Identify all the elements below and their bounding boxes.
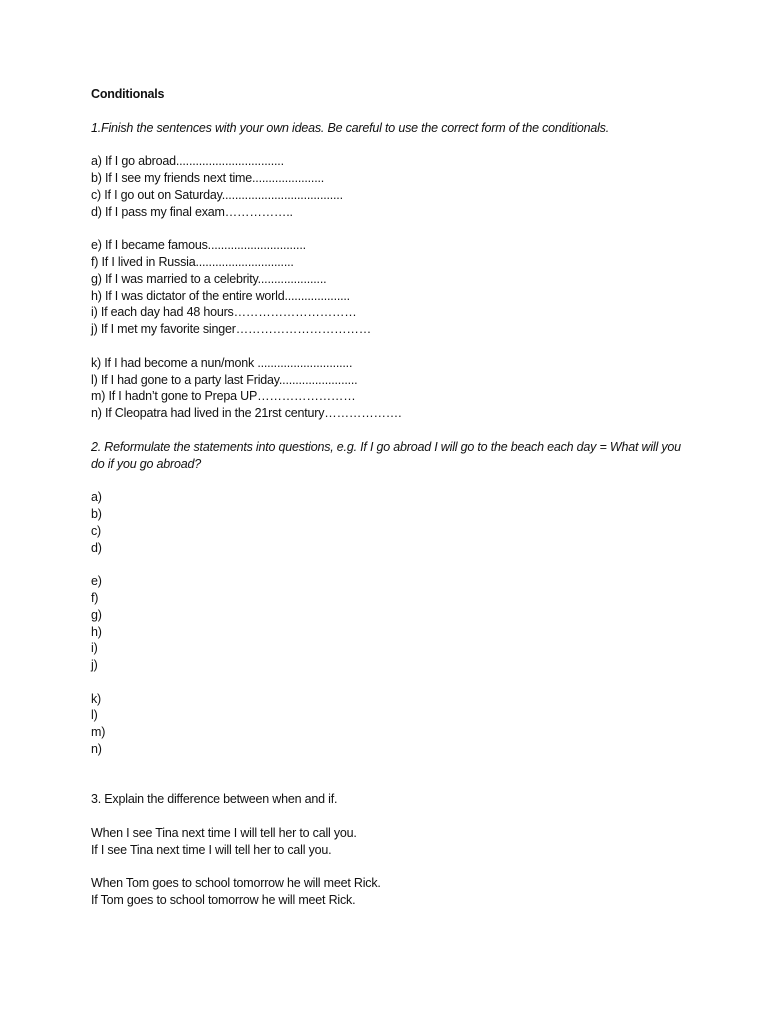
list-item: k) If I had become a nun/monk ............................. (91, 355, 353, 370)
document-content (91, 86, 691, 909)
section2-group-a (91, 489, 691, 556)
list-item: e) If I became famous.............................. (91, 238, 306, 253)
list-item: h) (91, 624, 102, 639)
list-item: e) (91, 574, 102, 589)
section2-group-c (91, 691, 691, 758)
section3-instruction: 3. Explain the difference between when and if. (91, 792, 338, 807)
list-item: i) If each day had 48 hours………………………… (91, 305, 357, 320)
list-item: c) If I go out on Saturday..................................... (91, 187, 343, 202)
example-sentence: When Tom goes to school tomorrow he will meet Rick. (91, 876, 381, 891)
list-item: j) If I met my favorite singer…………………………… (91, 322, 372, 337)
list-item: b) If I see my friends next time...................... (91, 170, 325, 185)
section3-pair-2 (91, 875, 691, 909)
list-item: m) If I hadn’t gone to Prepa UP…………………… (91, 389, 356, 404)
example-sentence: If Tom goes to school tomorrow he will meet Rick. (91, 893, 356, 908)
list-item: j) (91, 658, 98, 673)
list-item: d) If I pass my final exam…………….. (91, 204, 293, 219)
list-item: a) If I go abroad................................. (91, 154, 284, 169)
list-item: g) (91, 607, 102, 622)
section2-instruction: 2. Reformulate the statements into questions, e.g. If I go abroad I will go to the beach each day = What will you do if you go abroad? (91, 439, 681, 471)
list-item: f) If I lived in Russia.............................. (91, 254, 294, 269)
list-item: l) (91, 708, 98, 723)
list-item: d) (91, 540, 102, 555)
section1-instruction: 1.Finish the sentences with your own ideas. Be careful to use the correct form of the conditionals. (91, 120, 609, 135)
list-item: f) (91, 590, 99, 605)
list-item: h) If I was dictator of the entire world.................... (91, 288, 350, 303)
list-item: n) (91, 742, 102, 757)
section1-group-b (91, 237, 691, 338)
section2-group-b (91, 573, 691, 674)
list-item: a) (91, 490, 102, 505)
list-item: c) (91, 523, 102, 538)
example-sentence: If I see Tina next time I will tell her to call you. (91, 842, 332, 857)
list-item: g) If I was married to a celebrity..................... (91, 271, 327, 286)
list-item: k) (91, 691, 102, 706)
page-title: Conditionals (91, 87, 165, 101)
list-item: i) (91, 641, 98, 656)
list-item: m) (91, 725, 106, 740)
section1-group-c (91, 355, 691, 422)
list-item: b) (91, 506, 102, 521)
section1-group-a (91, 153, 691, 220)
list-item: l) If I had gone to a party last Friday........................ (91, 372, 358, 387)
section3-pair-1 (91, 825, 691, 859)
list-item: n) If Cleopatra had lived in the 21rst century………………. (91, 406, 402, 421)
example-sentence: When I see Tina next time I will tell her to call you. (91, 826, 357, 841)
